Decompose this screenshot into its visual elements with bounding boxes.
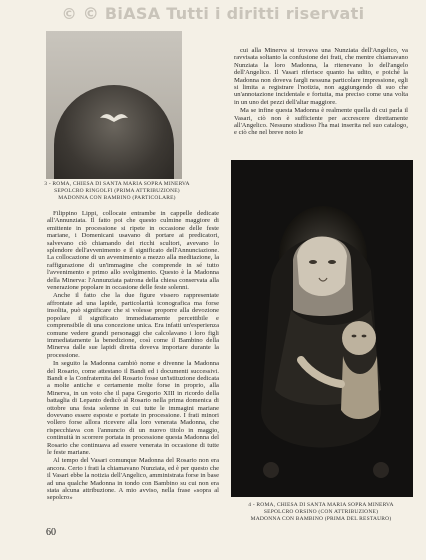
watermark	[0, 4, 426, 24]
paragraph: Anche il fatto che la due figure vissero rappresentate affrontate ad una lapide, particolarità iconografica ma forse insolita, può significare che si volesse proporre alla devozione popolare il significato immediatamente percettibile e comprensibile di una concezione unica. Era infatti un'esperienza comune vedere grandi personaggi che calcolavano i loro figli immediatamente la benedizione, così come il Bambino della Minerva dalle sue lapidi diretta doveva importare durante la processione.	[47, 292, 219, 359]
figure-4-caption-line-2: SEPOLCRO ORSINO (CON ATTRIBUZIONE)	[263, 509, 379, 515]
paragraph: Ma se infine questa Madonna è realmente quella di cui parla il Vasari, ciò non è sufficiente per accrescere direttamente all'Angelico. Nessuno studioso l'ha mai inserita nel suo catalogo, e ciò che nel breve noto le	[234, 107, 408, 137]
copyright-icon: ©	[61, 5, 77, 23]
figure-4-caption	[232, 502, 410, 523]
figure-3-caption-line-2: SEPOLCRO RINGOLFI (PRIMA ATTRIBUZIONE)	[54, 188, 180, 194]
figure-4-caption-line-1: 4 - ROMA, CHIESA DI SANTA MARIA SOPRA MINERVA	[248, 502, 394, 508]
paragraph: Al tempo del Vasari comunque Madonna del Rosario non era ancora. Certo i frati la chiamavano Nunziata, ed è per questo che il Vasari ebbe la notizia dell'Angelico, amministrata forse in base ad una qualche Madonna in tondo con Bambino su cui non era stata alcuna attribuzione. A mio avviso, nella frase «sopra al sepolcro»	[47, 457, 219, 502]
paragraph: In seguito la Madonna cambiò nome e divenne la Madonna del Rosario, come attestano il Bandi ed i documenti successivi. Bandi e la Confraternita del Rosario fosse un'istituzione dedicata a molte antiche e certamente molte forse in proprio, alla Minerva, in un voto che il papa Gregorio XIII in ricordo della battaglia di Lepanto dedicò al Rosario nella prima domenica di ottobre una festa solenne in cui tutte le immagini mariane dovevano essere esposte e portate in processione. I frati minori vollero forse allora ricevere alla loro venerata Madonna, che rispecchiava con l'annuncio di un nuovo titolo in maggio, continuità in scorrere portata in processione questa Madonna del Rosario che continuava ad essere venerata in occasione di tutte le feste mariane.	[47, 360, 219, 456]
paragraph: Filippino Lippi, collocate entrambe in cappelle dedicate all'Annunziata. Il fatto poi che questo culmine maggiore di emittente in processione si ripete in occasione delle feste mariane, i Domenicani usavano di portare ai predicatori, salvevano ciò chiamando dei ricchi scultori, avevano lo splendore dell'avvenimento e il significato dell'Annunciazione. La collocazione di un avvenimento a mezzo alla meditazione, la raffigurazione di un'immagine che comprende in sé tutto l'avvenimento e primo allo svolgimento. Questo è la Madonna della Minerva: l'Annunziata patrona della chiesa conservata alla venerazione popolare in occasione delle feste solenni.	[47, 210, 219, 292]
page-number: 60	[46, 527, 56, 538]
text-column-top-right	[234, 47, 408, 157]
text-column-left	[47, 210, 219, 516]
figure-4-caption-line-3: MADONNA CON BAMBINO (PRIMA DEL RESTAURO)	[250, 516, 392, 522]
figure-3-caption	[44, 181, 190, 202]
watermark-text: © BiASA Tutti i diritti riservati	[82, 4, 365, 23]
figure-3-caption-line-3: MADONNA CON BAMBINO (PARTICOLARE)	[58, 195, 176, 201]
figure-3-caption-line-1: 3 - ROMA, CHIESA DI SANTA MARIA SOPRA MINERVA	[44, 181, 190, 187]
figure-3-photo	[46, 31, 182, 179]
tomb-arch	[54, 85, 174, 179]
madonna-painting-image	[231, 160, 413, 497]
figure-4-photo	[231, 160, 413, 497]
dove-icon	[98, 109, 130, 127]
paragraph: cui alla Minerva si trovava una Nunziata dell'Angelico, va ravvisata soltanto la confusione dei frati, che mentre chiamavano Nunziata la loro Madonna, la ritenevano lo dell'angelo dell'Angelico. Il Vasari riferisce quanto ha udito, e poiché la Madonna non doveva fargli nessuna particolare impressione, egli si limita a registrare l'notizia, non aggiungendo di suo che un'annotazione incidentale e fortuita, ma preciso come una volta in un uno dei pezzi dell'altar maggiore.	[234, 47, 408, 106]
